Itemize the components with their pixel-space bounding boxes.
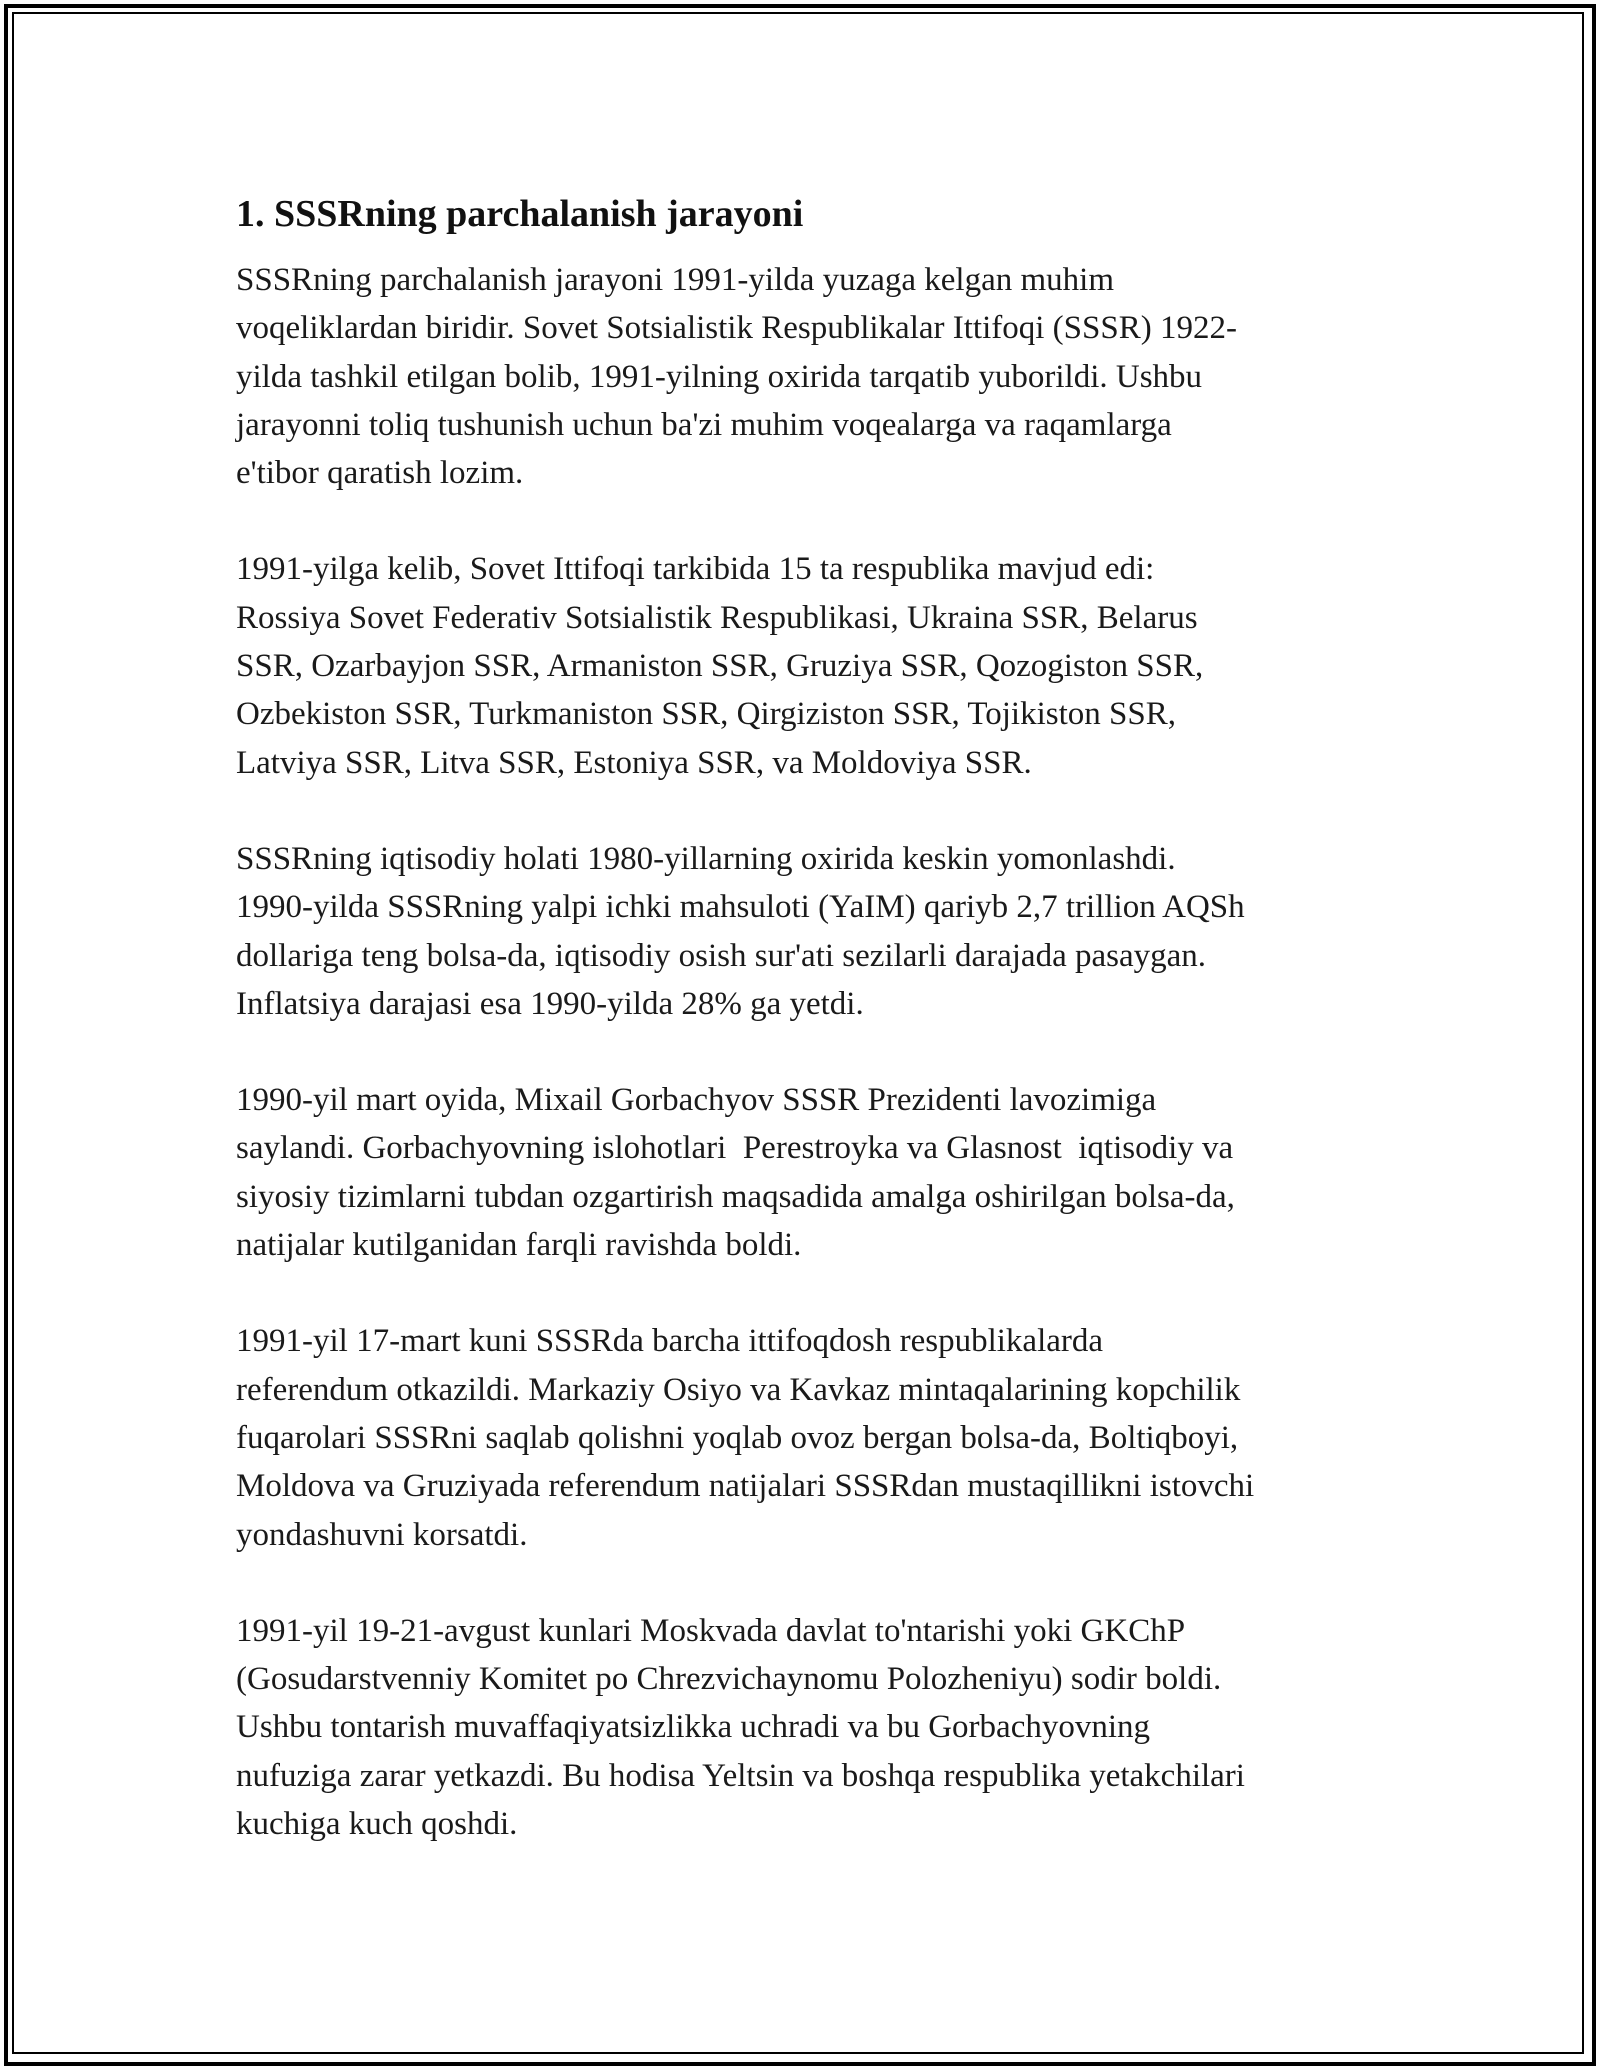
paragraph-line: jarayonni toliq tushunish uchun ba'zi muhim voqealarga va raqamlarga [236,406,1172,443]
paragraph-line: Rossiya Sovet Federativ Sotsialistik Respublikasi, Ukraina SSR, Belarus [236,599,1198,636]
paragraph-line: SSR, Ozarbayjon SSR, Armaniston SSR, Gruziya SSR, Qozogiston SSR, [236,648,1204,685]
paragraph-line: Inflatsiya darajasi esa 1990-yilda 28% ga yetdi. [236,985,864,1022]
paragraph-referendum [236,1317,1376,1558]
paragraph-line: 1990-yilda SSSRning yalpi ichki mahsuloti (YaIM) qariyb 2,7 trillion AQSh [236,889,1245,926]
paragraph-line: voqeliklardan biridir. Sovet Sotsialistik Respublikalar Ittifoqi (SSSR) 1922- [236,310,1237,347]
paragraph-line: 1991-yilga kelib, Sovet Ittifoqi tarkibida 15 ta respublika mavjud edi: [236,551,1155,588]
paragraph-line: referendum otkazildi. Markaziy Osiyo va Kavkaz mintaqalarining kopchilik [236,1371,1241,1408]
paragraph-economy [236,835,1376,1028]
paragraph-line: Latviya SSR, Litva SSR, Estoniya SSR, va Moldoviya SSR. [236,744,1032,781]
paragraph-coup [236,1607,1376,1848]
paragraph-line: 1991-yil 19-21-avgust kunlari Moskvada davlat to'ntarishi yoki GKChP [236,1612,1186,1649]
paragraph-line: Ozbekiston SSR, Turkmaniston SSR, Qirgiziston SSR, Tojikiston SSR, [236,696,1176,733]
paragraph-line: 1990-yil mart oyida, Mixail Gorbachyov SSSR Prezidenti lavozimiga [236,1082,1157,1119]
paragraph-line: kuchiga kuch qoshdi. [236,1806,518,1843]
paragraph-line: Moldova va Gruziyada referendum natijalari SSSRdan mustaqillikni istovchi [236,1468,1255,1505]
paragraph-line: dollariga teng bolsa-da, iqtisodiy osish sur'ati sezilarli darajada pasaygan. [236,937,1207,974]
paragraph-line: 1991-yil 17-mart kuni SSSRda barcha ittifoqdosh respublikalarda [236,1323,1104,1360]
paragraph-line: nufuziga zarar yetkazdi. Bu hodisa Yeltsin va boshqa respublika yetakchilari [236,1757,1245,1794]
paragraph-line: saylandi. Gorbachyovning islohotlari Perestroyka va Glasnost iqtisodiy va [236,1130,1234,1167]
paragraph-line: SSSRning iqtisodiy holati 1980-yillarning oxirida keskin yomonlashdi. [236,840,1176,877]
paragraph-line: yondashuvni korsatdi. [236,1516,528,1553]
paragraph-republics [236,545,1376,786]
section-heading: 1. SSSRning parchalanish jarayoni [236,193,804,235]
paragraph-line: yilda tashkil etilgan bolib, 1991-yilning oxirida tarqatib yuborildi. Ushbu [236,358,1203,395]
paragraph-line: Ushbu tontarish muvaffaqiyatsizlikka uchradi va bu Gorbachyovning [236,1709,1151,1746]
paragraph-gorbachev [236,1076,1376,1269]
document-body [236,186,1376,1896]
paragraph-line: siyosiy tizimlarni tubdan ozgartirish maqsadida amalga oshirilgan bolsa-da, [236,1178,1235,1215]
paragraph-intro [236,256,1376,497]
paragraph-line: SSSRning parchalanish jarayoni 1991-yilda yuzaga kelgan muhim [236,262,1114,298]
paragraph-line: (Gosudarstvenniy Komitet po Chrezvichaynomu Polozheniyu) sodir boldi. [236,1661,1222,1698]
paragraph-line: fuqarolari SSSRni saqlab qolishni yoqlab ovoz bergan bolsa-da, Boltiqboyi, [236,1419,1239,1456]
paragraph-line: natijalar kutilganidan farqli ravishda boldi. [236,1227,802,1264]
paragraph-line: e'tibor qaratish lozim. [236,455,524,492]
